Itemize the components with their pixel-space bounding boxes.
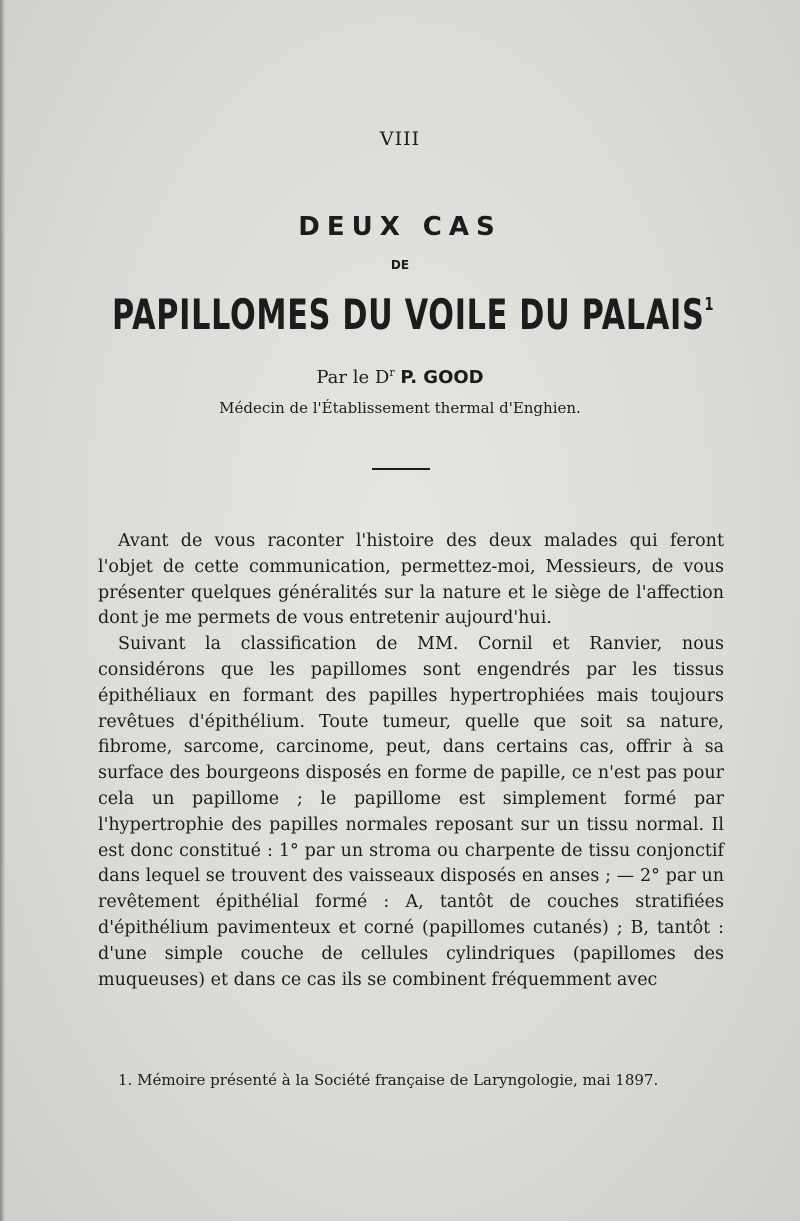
- author-name: P. GOOD: [400, 367, 484, 388]
- page-binding-edge: [0, 0, 5, 1221]
- title-line-1: DEUX CAS: [298, 212, 502, 242]
- title-line-2: [112, 290, 715, 339]
- author-prefix: Par le D: [316, 367, 390, 388]
- author-affiliation: Médecin de l'Établissement thermal d'Enghien.: [219, 399, 581, 417]
- footnote: [98, 1070, 724, 1090]
- author-line: [0, 366, 800, 388]
- title-connector: DE: [390, 258, 410, 272]
- title-divider: [372, 468, 430, 470]
- chapter-number: VIII: [379, 128, 421, 150]
- author-title-suffix: r: [389, 366, 395, 379]
- footnote-text: 1. Mémoire présenté à la Société française de Laryngologie, mai 1897.: [118, 1071, 659, 1089]
- paragraph: Avant de vous raconter l'histoire des deux malades qui feront l'objet de cette communication, permettez-moi, Messieurs, de vous présenter quelques généralités sur la nature et le siège de l'affection dont je me permets de vous entretenir aujourd'hui.: [98, 531, 724, 629]
- main-title: PAPILLOMES DU VOILE DU PALAIS: [112, 290, 705, 339]
- paragraph: Suivant la classification de MM. Cornil et Ranvier, nous considérons que les papillomes sont engendrés par les tissus épithéliaux en formant des papilles hypertrophiées mais toujours revêtues d'épithélium. Toute tumeur, quelle que soit sa nature, fibrome, sarcome, carcinome, peut, dans certains cas, offrir à sa surface des bourgeons disposés en forme de papille, ce n'est pas pour cela un papillome ; le papillome est simplement formé par l'hypertrophie des papilles normales reposant sur un tissu normal. Il est donc constitué : 1° par un stroma ou charpente de tissu conjonctif dans lequel se trouvent des vaisseaux disposés en anses ; — 2° par un revêtement épithélial formé : A, tantôt de couches stratifiées d'épithélium pavimenteux et corné (papillomes cutanés) ; B, tantôt : d'une simple couche de cellules cylindriques (papillomes des muqueuses) et dans ce cas ils se combinent fréquemment avec: [98, 634, 724, 990]
- title-footnote-marker: 1: [704, 294, 715, 315]
- body-text: [98, 529, 724, 993]
